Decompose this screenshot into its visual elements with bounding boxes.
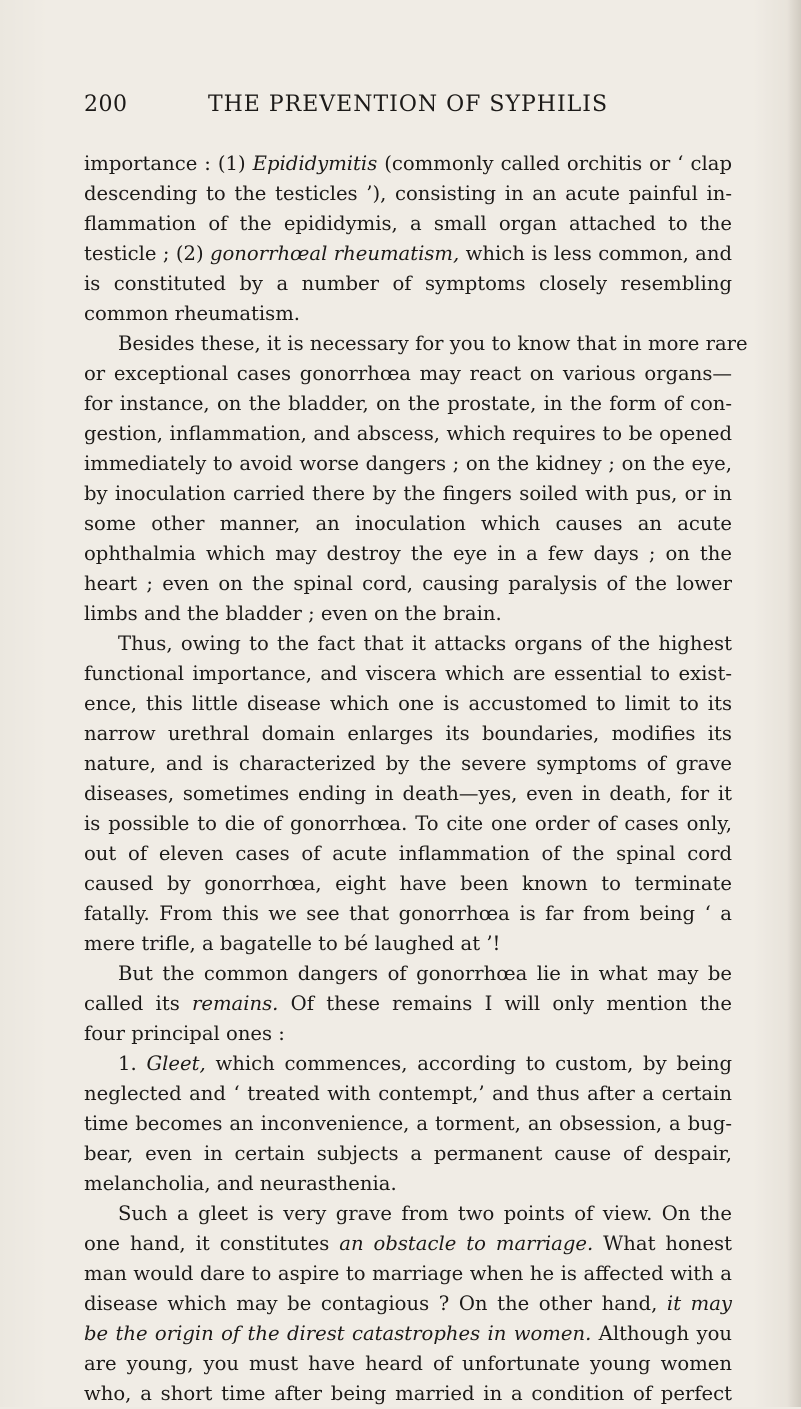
text-line: gestion, inflammation, and abscess, which requires to be opened (84, 422, 732, 445)
text-line: ence, this little disease which one is accustomed to limit to its (84, 692, 732, 715)
text-line: are young, you must have heard of unfortunate young women (84, 1352, 732, 1375)
text-line: descending to the testicles ’), consisting in an acute painful in- (84, 182, 732, 205)
text-line: narrow urethral domain enlarges its boundaries, modifies its (84, 722, 732, 745)
text-line: testicle ; (2) gonorrhœal rheumatism, which is less common, and (84, 242, 732, 265)
text-line: be the origin of the direst catastrophes in women. Although you (84, 1322, 733, 1345)
text-line: time becomes an inconvenience, a torment, an obsession, a bug- (84, 1112, 732, 1135)
italic-text: an obstacle to marriage. (339, 1232, 594, 1255)
text-line: common rheumatism. (84, 302, 301, 325)
text-line: Thus, owing to the fact that it attacks organs of the highest (118, 632, 732, 655)
text-line: flammation of the epididymis, a small organ attached to the (84, 212, 732, 235)
page-number: 200 (84, 92, 128, 117)
text-line: immediately to avoid worse dangers ; on the kidney ; on the eye, (84, 452, 732, 475)
text-line: one hand, it constitutes an obstacle to marriage. What honest (84, 1232, 732, 1255)
italic-text: Epididymitis (252, 152, 378, 175)
text-line: some other manner, an inoculation which causes an acute (84, 512, 732, 535)
text-line: limbs and the bladder ; even on the brain. (84, 602, 502, 625)
text-line: diseases, sometimes ending in death—yes, even in death, for it (84, 782, 732, 805)
text-line: bear, even in certain subjects a permanent cause of despair, (84, 1142, 732, 1165)
text-line: functional importance, and viscera which are essential to exist- (84, 662, 732, 685)
text-line: man would dare to aspire to marriage when he is affected with a (84, 1262, 732, 1285)
text-line: is possible to die of gonorrhœa. To cite one order of cases only, (84, 812, 732, 835)
text-line: importance : (1) Epididymitis (commonly called orchitis or ‘ clap (84, 152, 732, 175)
text-line: fatally. From this we see that gonorrhœa is far from being ‘ a (84, 902, 732, 925)
text-line: caused by gonorrhœa, eight have been known to terminate (84, 872, 732, 895)
text-line: by inoculation carried there by the fingers soiled with pus, or in (84, 482, 732, 505)
italic-text: be the origin of the direst catastrophes in women. (84, 1322, 592, 1345)
text-line: is constituted by a number of symptoms closely resembling (84, 272, 732, 295)
page-edge-shadow (787, 0, 801, 1407)
text-line: Such a gleet is very grave from two points of view. On the (118, 1202, 732, 1225)
text-line: or exceptional cases gonorrhœa may react on various organs— (84, 362, 732, 385)
running-title: THE PREVENTION OF SYPHILIS (207, 92, 609, 117)
text-line: ophthalmia which may destroy the eye in a few days ; on the (84, 542, 732, 565)
text-line: 1. Gleet, which commences, according to custom, by being (118, 1052, 732, 1075)
text-line: who, a short time after being married in a condition of perfect (84, 1382, 732, 1405)
text-line: neglected and ‘ treated with contempt,’ and thus after a certain (84, 1082, 732, 1105)
italic-text: it may (666, 1292, 732, 1315)
text-line: for instance, on the bladder, on the prostate, in the form of con- (84, 392, 732, 415)
text-line: four principal ones : (84, 1022, 285, 1045)
text-line: Besides these, it is necessary for you to know that in more rare (118, 332, 748, 355)
body-text (84, 149, 748, 1409)
italic-text: gonorrhœal rheumatism, (209, 242, 460, 265)
text-line: out of eleven cases of acute inflammation of the spinal cord (84, 842, 732, 865)
text-line: heart ; even on the spinal cord, causing paralysis of the lower (84, 572, 732, 595)
page-header (84, 92, 732, 124)
italic-text: Gleet, (146, 1052, 206, 1075)
text-line: But the common dangers of gonorrhœa lie in what may be (118, 962, 732, 985)
italic-text: remains. (192, 992, 279, 1015)
text-line: disease which may be contagious ? On the other hand, it may (84, 1292, 732, 1315)
text-line: melancholia, and neurasthenia. (84, 1172, 397, 1195)
text-line: called its remains. Of these remains I will only mention the (84, 992, 733, 1015)
text-line: nature, and is characterized by the severe symptoms of grave (84, 752, 732, 775)
text-line: mere trifle, a bagatelle to bé laughed at ’! (84, 932, 501, 955)
